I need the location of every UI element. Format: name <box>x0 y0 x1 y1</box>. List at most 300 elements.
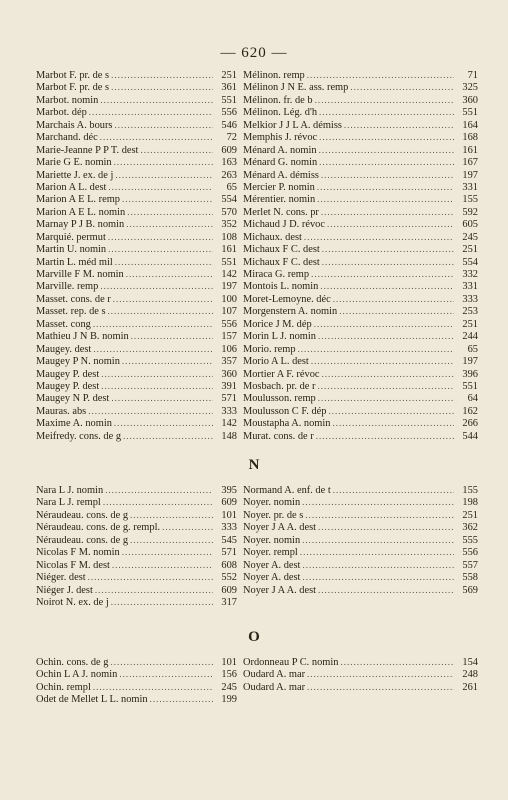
entry-name: Marbot. dép <box>36 107 87 119</box>
index-entry <box>243 206 478 218</box>
entry-name: Noyer A. dest <box>243 559 301 571</box>
dot-leader <box>122 546 213 558</box>
entry-name: Murat. cons. de r <box>243 430 314 442</box>
dot-leader <box>318 584 454 596</box>
entry-name: Noyer. nomin <box>243 497 301 509</box>
entry-page-number: 395 <box>221 485 237 496</box>
entry-name: Marie-Jeanne P P T. dest <box>36 144 139 156</box>
entry-page-number: 251 <box>462 244 478 256</box>
dot-leader <box>93 343 213 355</box>
entry-name: Maugey P. dest <box>36 380 100 392</box>
dot-leader <box>340 656 454 668</box>
entry-name: Ochin L A J. nomin <box>36 669 118 681</box>
dot-leader <box>321 206 454 218</box>
dot-leader <box>126 268 213 280</box>
index-entry <box>36 484 237 496</box>
entry-name: Niéger J. dest <box>36 584 93 596</box>
entry-name: Montois L. nomin <box>243 281 319 293</box>
entry-name: Maugey P N. nomin <box>36 356 120 368</box>
left-column <box>36 484 237 608</box>
dot-leader <box>302 571 454 583</box>
entry-page-number: 157 <box>221 331 237 343</box>
entry-page-number: 551 <box>462 107 478 119</box>
dot-leader <box>300 546 454 558</box>
entry-page-number: 71 <box>467 70 478 81</box>
dot-leader <box>315 94 454 106</box>
entry-name: Meifredy. cons. de g <box>36 430 122 442</box>
dot-leader <box>339 305 454 317</box>
index-entry <box>243 106 478 118</box>
section-heading-o: O <box>248 629 260 645</box>
index-entry <box>36 181 237 193</box>
index-entry <box>243 193 478 205</box>
entry-name: Martin L. méd mil <box>36 256 113 268</box>
dot-leader <box>110 656 213 668</box>
index-entry <box>243 355 478 367</box>
index-entry <box>36 596 237 608</box>
entry-page-number: 544 <box>462 430 478 442</box>
dot-leader <box>319 131 454 143</box>
index-entry <box>36 430 237 442</box>
entry-name: Marchais A. bours <box>36 119 113 131</box>
dot-leader <box>307 681 454 693</box>
entry-page-number: 592 <box>462 206 478 218</box>
entry-page-number: 552 <box>221 572 237 584</box>
entry-page-number: 331 <box>462 281 478 293</box>
index-entry <box>243 380 478 392</box>
dot-leader <box>304 231 454 243</box>
entry-page-number: 569 <box>462 584 478 596</box>
entry-page-number: 331 <box>462 181 478 193</box>
entry-name: Moulusson C F. dép <box>243 405 327 417</box>
entry-page-number: 556 <box>221 107 237 119</box>
entry-name: Néraudeau. cons. de g <box>36 534 129 546</box>
index-entry <box>243 343 478 355</box>
entry-name: Nara L J. nomin <box>36 485 104 496</box>
entry-page-number: 101 <box>221 509 237 521</box>
index-entry <box>243 69 478 81</box>
dot-leader <box>130 509 213 521</box>
index-entry <box>243 181 478 193</box>
entry-page-number: 101 <box>221 657 237 668</box>
entry-name: Marie G E. nomin <box>36 157 112 169</box>
index-entry <box>243 94 478 106</box>
dot-leader <box>115 169 213 181</box>
entry-name: Merlet N. cons. pr <box>243 206 319 218</box>
entry-name: Morice J M. dép <box>243 318 312 330</box>
entry-page-number: 333 <box>221 405 237 417</box>
entry-name: Néraudeau. cons. de g <box>36 509 129 521</box>
index-entry <box>243 144 478 156</box>
right-column <box>243 656 478 693</box>
index-entry <box>243 268 478 280</box>
entry-page-number: 357 <box>221 356 237 368</box>
index-entry <box>243 330 478 342</box>
entry-page-number: 106 <box>221 343 237 355</box>
section-m <box>36 69 478 445</box>
entry-page-number: 391 <box>221 380 237 392</box>
entry-page-number: 251 <box>462 509 478 521</box>
entry-name: Ménard G. nomin <box>243 157 318 169</box>
index-entry <box>243 218 478 230</box>
index-entry <box>36 169 237 181</box>
index-entry <box>243 305 478 317</box>
entry-name: Oudard A. mar <box>243 681 306 693</box>
entry-name: Masset. cong <box>36 318 91 330</box>
index-entry <box>36 243 237 255</box>
entry-name: Noirot N. ex. de j <box>36 596 109 608</box>
dot-leader <box>333 484 454 496</box>
entry-page-number: 332 <box>462 269 478 280</box>
index-entry <box>36 417 237 429</box>
entry-name: Marion A L. dest <box>36 181 107 193</box>
entry-name: Maugey N P. dest <box>36 393 110 405</box>
dot-leader <box>111 392 213 404</box>
index-entry <box>243 280 478 292</box>
entry-page-number: 197 <box>221 281 237 293</box>
left-column <box>36 69 237 442</box>
entry-name: Marnay P J B. nomin <box>36 219 125 231</box>
dot-leader <box>113 293 213 305</box>
entry-name: Mérentier. nomin <box>243 194 316 206</box>
dot-leader <box>305 509 454 521</box>
dot-leader <box>93 318 213 330</box>
index-entry <box>243 392 478 404</box>
index-entry <box>36 343 237 355</box>
entry-page-number: 155 <box>462 485 478 496</box>
entry-page-number: 154 <box>462 657 478 668</box>
entry-page-number: 72 <box>226 132 237 144</box>
entry-name: Morio A L. dest <box>243 356 309 368</box>
entry-name: Mariette J. ex. de j <box>36 169 114 181</box>
entry-page-number: 163 <box>221 157 237 169</box>
dot-leader <box>108 305 213 317</box>
index-entry <box>36 534 237 546</box>
index-entry <box>36 571 237 583</box>
entry-name: Moret-Lemoyne. déc <box>243 293 331 305</box>
entry-page-number: 317 <box>221 596 237 608</box>
entry-page-number: 107 <box>221 306 237 318</box>
entry-name: Noyer J A A. dest <box>243 584 317 596</box>
entry-name: Marbot. nomin <box>36 94 99 106</box>
dot-leader <box>307 69 454 81</box>
index-entry <box>243 484 478 496</box>
dot-leader <box>108 231 213 243</box>
dot-leader <box>103 496 213 508</box>
entry-name: Noyer. pr. de s <box>243 509 304 521</box>
index-entry <box>243 584 478 596</box>
entry-name: Oudard A. mar <box>243 669 306 681</box>
entry-name: Niéger. dest <box>36 572 86 584</box>
dot-leader <box>123 430 213 442</box>
entry-page-number: 108 <box>221 231 237 243</box>
entry-name: Martin U. nomin <box>36 244 107 256</box>
dot-leader <box>101 368 213 380</box>
entry-page-number: 551 <box>221 256 237 268</box>
dot-leader <box>114 119 213 131</box>
entry-page-number: 197 <box>462 356 478 368</box>
entry-name: Mélinon. Lég. d'h <box>243 107 318 119</box>
entry-page-number: 199 <box>221 694 237 706</box>
entry-name: Néraudeau. cons. de g. rempl. <box>36 522 161 534</box>
entry-page-number: 551 <box>221 94 237 106</box>
entry-page-number: 570 <box>221 206 237 218</box>
index-entry <box>36 656 237 668</box>
dot-leader <box>318 521 454 533</box>
dot-leader <box>322 368 454 380</box>
index-entry <box>243 405 478 417</box>
dot-leader <box>317 181 454 193</box>
index-entry <box>243 243 478 255</box>
dot-leader <box>114 417 213 429</box>
entry-name: Mathieu J N B. nomin <box>36 331 129 343</box>
index-entry <box>243 546 478 558</box>
index-entry <box>36 119 237 131</box>
index-entry <box>36 496 237 508</box>
entry-name: Ménard A. nomin <box>243 144 317 156</box>
dot-leader <box>307 668 454 680</box>
dot-leader <box>328 405 454 417</box>
entry-name: Odet de Mellet L L. nomin <box>36 694 148 706</box>
dot-leader <box>321 169 454 181</box>
entry-name: Ordonneau P C. nomin <box>243 657 339 668</box>
dot-leader <box>332 417 454 429</box>
entry-name: Marbot F. pr. de s <box>36 70 110 81</box>
entry-page-number: 554 <box>462 256 478 268</box>
dot-leader <box>126 218 213 230</box>
dot-leader <box>344 119 454 131</box>
entry-name: Masset. cons. de r <box>36 293 111 305</box>
dot-leader <box>127 206 213 218</box>
index-entry <box>36 69 237 81</box>
index-entry <box>36 355 237 367</box>
dot-leader <box>302 496 454 508</box>
entry-page-number: 168 <box>462 132 478 144</box>
dot-leader <box>101 380 213 392</box>
entry-page-number: 554 <box>221 194 237 206</box>
entry-name: Nicolas F M. dest <box>36 559 110 571</box>
entry-page-number: 64 <box>467 393 478 405</box>
entry-name: Nara L J. rempl <box>36 497 101 509</box>
dot-leader <box>322 243 454 255</box>
dot-leader <box>111 81 213 93</box>
entry-page-number: 198 <box>462 497 478 509</box>
index-entry <box>36 330 237 342</box>
entry-name: Ochin. cons. de g <box>36 657 109 668</box>
dot-leader <box>100 131 213 143</box>
entry-name: Marville. remp <box>36 281 99 293</box>
dot-leader <box>111 69 213 81</box>
entry-name: Michaux. dest <box>243 231 302 243</box>
entry-page-number: 261 <box>462 681 478 693</box>
index-entry <box>243 681 478 693</box>
entry-name: Marion A E L. nomin <box>36 206 126 218</box>
entry-name: Mélinon. fr. de b <box>243 94 313 106</box>
entry-page-number: 333 <box>462 293 478 305</box>
index-entry <box>36 368 237 380</box>
entry-page-number: 167 <box>462 157 478 169</box>
index-entry <box>36 584 237 596</box>
entry-name: Melkior J J L A. démiss <box>243 119 342 131</box>
index-entry <box>243 656 478 668</box>
entry-page-number: 156 <box>221 669 237 681</box>
entry-name: Marquié. permut <box>36 231 106 243</box>
index-entry <box>243 668 478 680</box>
entry-name: Michaux F C. dest <box>243 256 320 268</box>
entry-name: Normand A. enf. de t <box>243 485 331 496</box>
entry-page-number: 352 <box>221 219 237 231</box>
entry-page-number: 164 <box>462 119 478 131</box>
index-entry <box>36 81 237 93</box>
dot-leader <box>89 106 213 118</box>
index-entry <box>243 509 478 521</box>
entry-page-number: 65 <box>467 343 478 355</box>
left-column <box>36 656 237 706</box>
dot-leader <box>302 559 454 571</box>
entry-page-number: 65 <box>226 181 237 193</box>
entry-name: Michaud J D. révoc <box>243 219 325 231</box>
right-column <box>243 484 478 596</box>
entry-page-number: 161 <box>462 144 478 156</box>
dot-leader <box>108 243 213 255</box>
entry-name: Nicolas F M. nomin <box>36 547 120 559</box>
entry-page-number: 558 <box>462 572 478 584</box>
entry-page-number: 162 <box>462 405 478 417</box>
index-entry <box>36 293 237 305</box>
entry-page-number: 248 <box>462 669 478 681</box>
index-entry <box>36 546 237 558</box>
index-entry <box>243 559 478 571</box>
entry-name: Maugey P. dest <box>36 368 100 380</box>
entry-name: Marion A E L. remp <box>36 194 120 206</box>
dot-leader <box>131 330 213 342</box>
entry-name: Morin L J. nomin <box>243 331 316 343</box>
dot-leader <box>317 193 454 205</box>
dot-leader <box>115 256 213 268</box>
page-number: — 620 — <box>220 45 288 61</box>
dot-leader <box>350 81 454 93</box>
index-entry <box>36 218 237 230</box>
index-entry <box>36 521 237 533</box>
entry-page-number: 333 <box>221 522 237 534</box>
dot-leader <box>119 668 213 680</box>
entry-page-number: 571 <box>221 393 237 405</box>
index-entry <box>243 318 478 330</box>
entry-name: Mélinon J N E. ass. remp <box>243 82 349 94</box>
entry-page-number: 245 <box>462 231 478 243</box>
entry-name: Miraca G. remp <box>243 269 310 280</box>
index-entry <box>36 668 237 680</box>
entry-page-number: 100 <box>221 293 237 305</box>
entry-name: Masset. rep. de s <box>36 306 106 318</box>
entry-page-number: 245 <box>221 681 237 693</box>
entry-page-number: 251 <box>462 318 478 330</box>
index-entry <box>36 256 237 268</box>
dot-leader <box>108 181 213 193</box>
dot-leader <box>88 405 213 417</box>
index-entry <box>36 318 237 330</box>
right-column <box>243 69 478 442</box>
index-entry <box>36 305 237 317</box>
index-entry <box>36 693 237 705</box>
index-entry <box>36 156 237 168</box>
entry-page-number: 142 <box>221 269 237 280</box>
entry-page-number: 360 <box>462 94 478 106</box>
entry-page-number: 571 <box>221 547 237 559</box>
index-entry <box>243 496 478 508</box>
index-entry <box>36 231 237 243</box>
index-entry <box>243 156 478 168</box>
dot-leader <box>150 693 213 705</box>
entry-page-number: 253 <box>462 306 478 318</box>
entry-name: Mauras. abs <box>36 405 87 417</box>
dot-leader <box>298 343 454 355</box>
entry-page-number: 608 <box>221 559 237 571</box>
dot-leader <box>319 106 454 118</box>
entry-page-number: 251 <box>221 70 237 81</box>
entry-page-number: 609 <box>221 584 237 596</box>
entry-name: Moulusson. remp <box>243 393 316 405</box>
entry-page-number: 244 <box>462 331 478 343</box>
entry-name: Noyer. nomin <box>243 534 301 546</box>
index-entry <box>243 256 478 268</box>
entry-name: Ochin. rempl <box>36 681 91 693</box>
index-entry <box>243 131 478 143</box>
entry-page-number: 546 <box>221 119 237 131</box>
dot-leader <box>314 318 454 330</box>
dot-leader <box>114 156 213 168</box>
entry-page-number: 396 <box>462 368 478 380</box>
index-entry <box>36 380 237 392</box>
entry-name: Marchand. déc <box>36 132 98 144</box>
section-heading-n: N <box>248 457 260 473</box>
section-o <box>36 656 478 708</box>
index-entry <box>36 106 237 118</box>
entry-page-number: 556 <box>462 547 478 559</box>
entry-page-number: 551 <box>462 380 478 392</box>
index-entry <box>36 280 237 292</box>
dot-leader <box>140 144 213 156</box>
index-entry <box>243 119 478 131</box>
dot-leader <box>95 584 213 596</box>
index-entry <box>243 430 478 442</box>
entry-name: Memphis J. révoc <box>243 132 318 144</box>
dot-leader <box>111 596 213 608</box>
index-entry <box>36 509 237 521</box>
dot-leader <box>318 392 454 404</box>
entry-name: Maugey. dest <box>36 343 92 355</box>
dot-leader <box>302 534 454 546</box>
dot-leader <box>322 256 454 268</box>
entry-name: Noyer. rempl <box>243 547 298 559</box>
dot-leader <box>162 521 213 533</box>
entry-page-number: 362 <box>462 522 478 534</box>
entry-name: Morio. remp <box>243 343 296 355</box>
index-entry <box>243 169 478 181</box>
index-entry <box>36 94 237 106</box>
dot-leader <box>318 330 454 342</box>
entry-name: Marville F M. nomin <box>36 269 124 280</box>
dot-leader <box>319 144 454 156</box>
index-entry <box>243 81 478 93</box>
dot-leader <box>93 681 213 693</box>
entry-name: Moustapha A. nomin <box>243 418 331 430</box>
index-entry <box>36 392 237 404</box>
entry-page-number: 545 <box>221 534 237 546</box>
entry-page-number: 325 <box>462 82 478 94</box>
entry-name: Morgenstern A. nomin <box>243 306 338 318</box>
entry-page-number: 361 <box>221 82 237 94</box>
